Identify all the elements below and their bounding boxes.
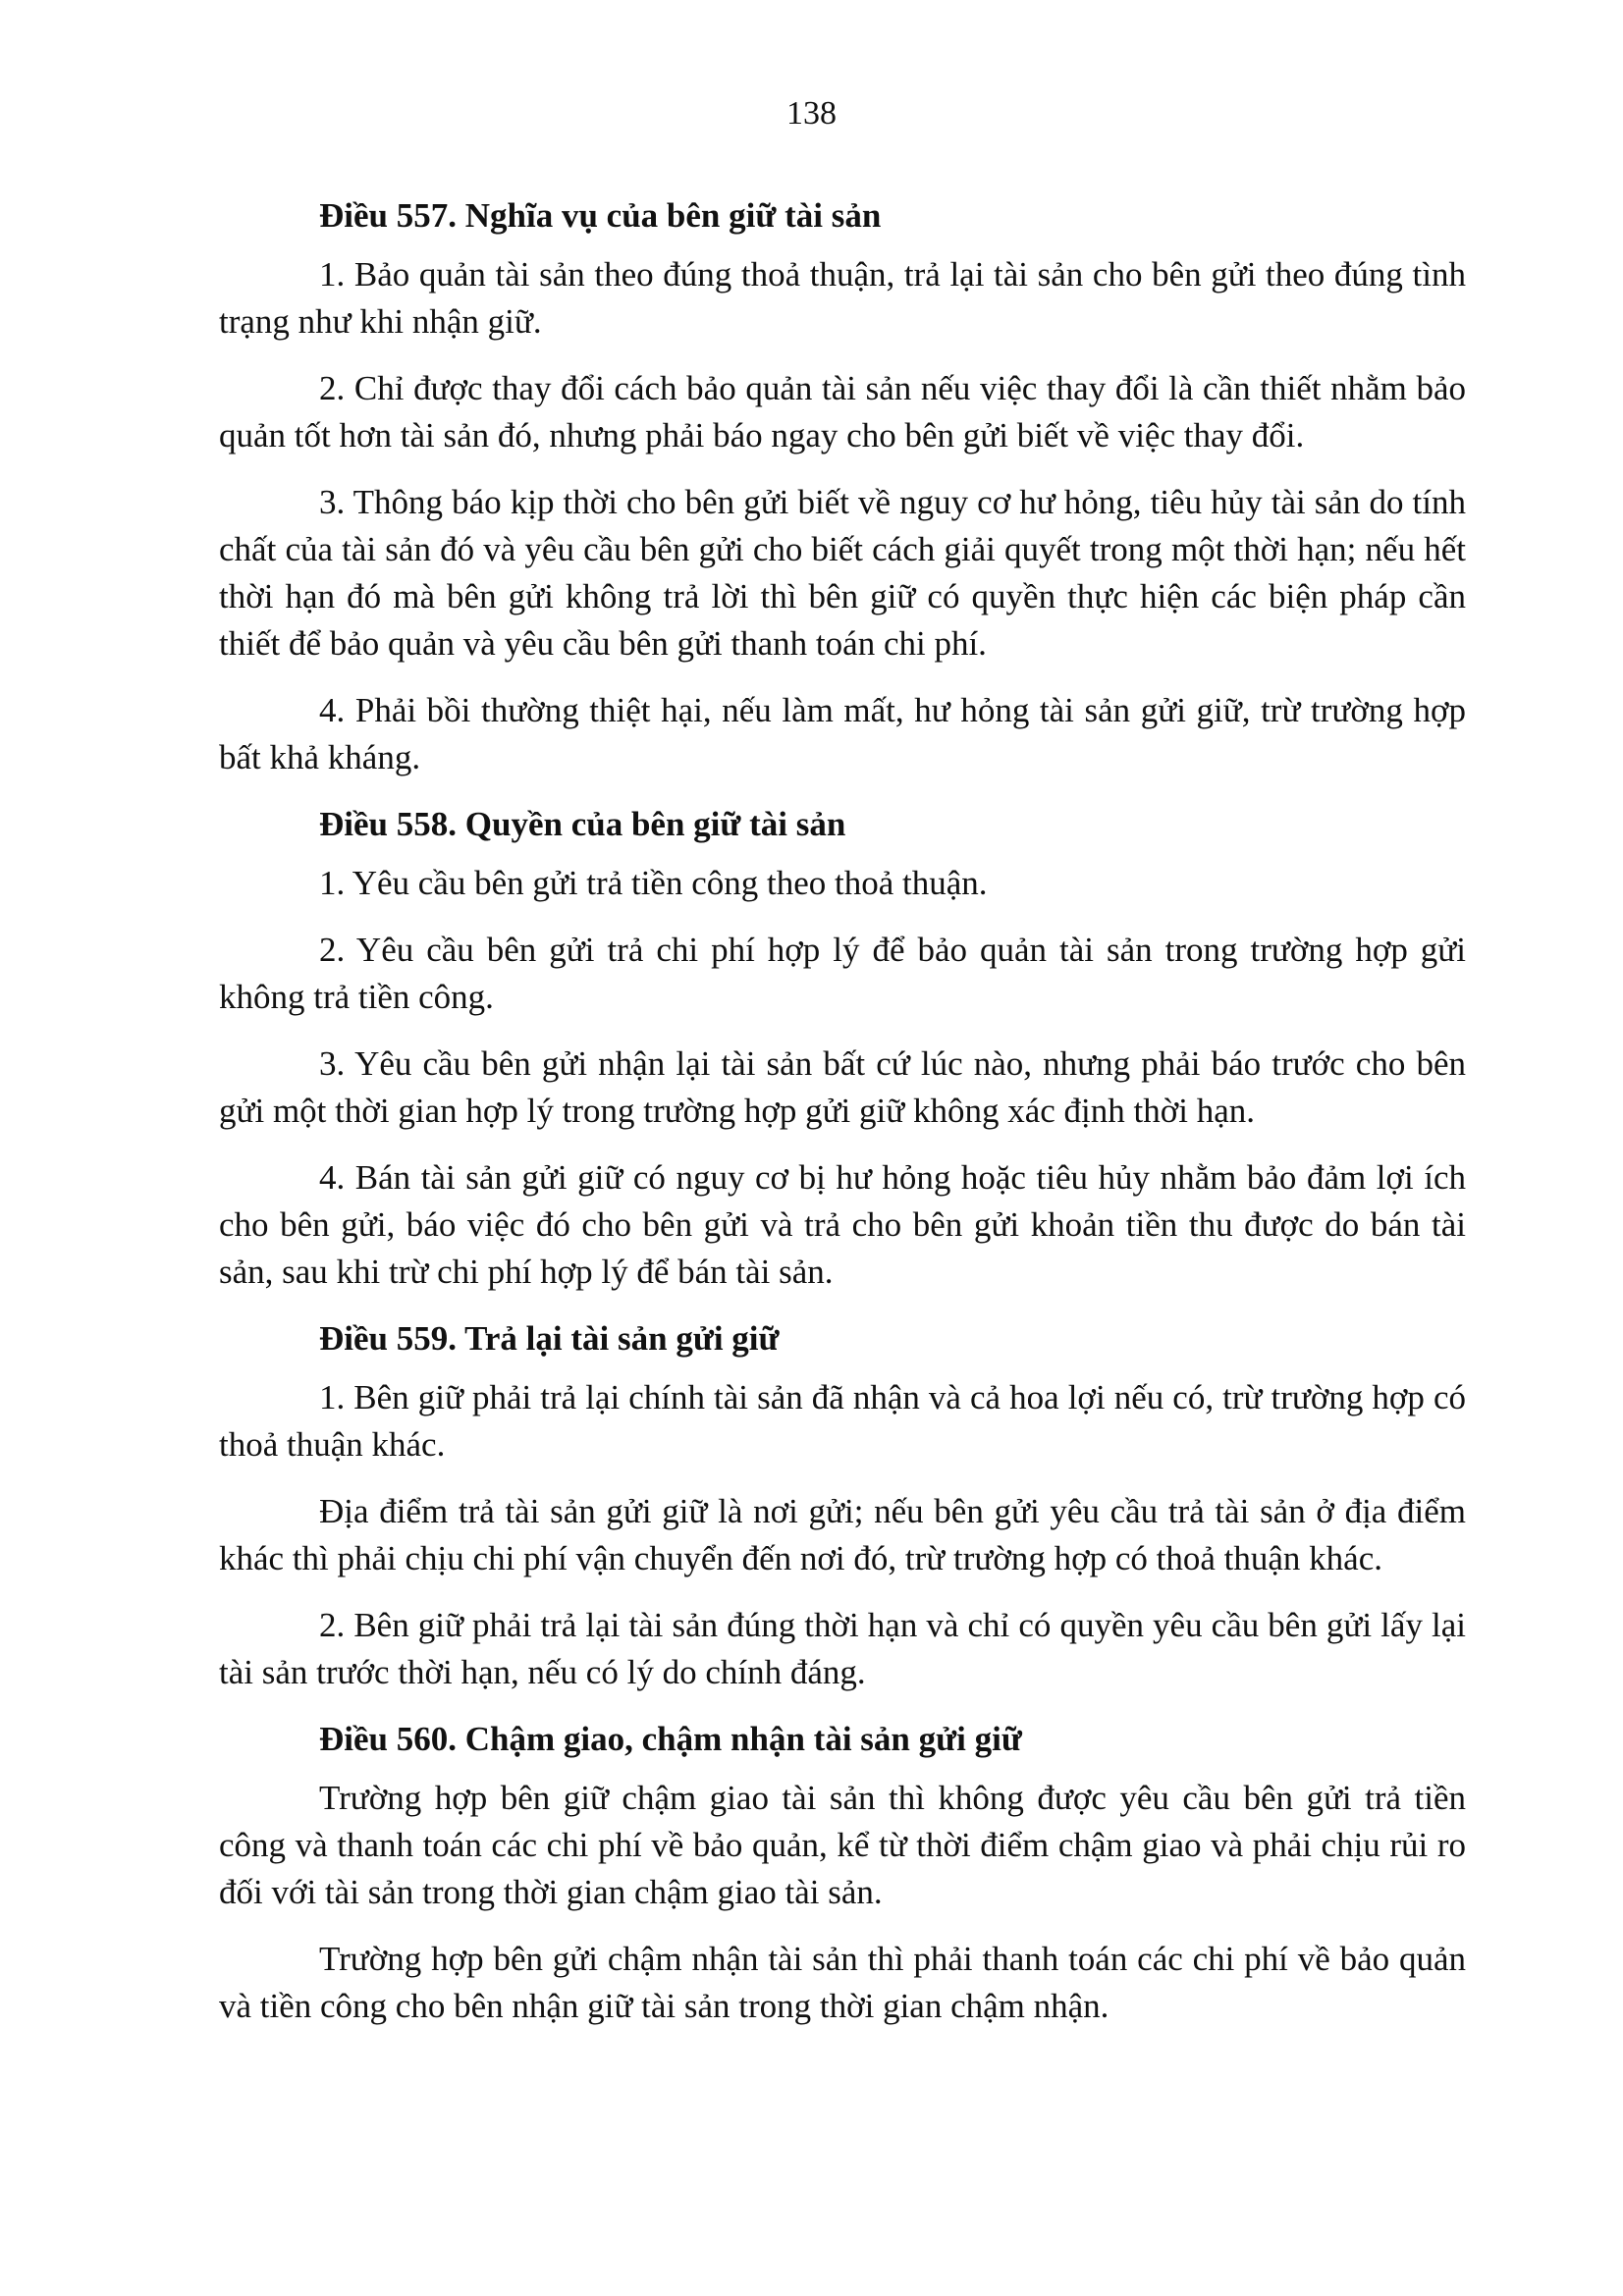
paragraph: 1. Yêu cầu bên gửi trả tiền công theo thoả thuận. bbox=[319, 864, 988, 902]
article-558 bbox=[219, 801, 1466, 1296]
paragraph: 2. Chỉ được thay đổi cách bảo quản tài sản nếu việc thay đổi là cần thiết nhằm bảo quản tốt hơn tài sản đó, nhưng phải báo ngay cho bên gửi biết về việc thay đổi. bbox=[219, 369, 1466, 454]
paragraph: 1. Bảo quản tài sản theo đúng thoả thuận, trả lại tài sản cho bên gửi theo đúng tình trạng như khi nhận giữ. bbox=[219, 255, 1466, 341]
paragraph: Địa điểm trả tài sản gửi giữ là nơi gửi; nếu bên gửi yêu cầu trả tài sản ở địa điểm khác thì phải chịu chi phí vận chuyển đến nơi đó, trừ trường hợp có thoả thuận khác. bbox=[219, 1492, 1466, 1577]
paragraph: 4. Bán tài sản gửi giữ có nguy cơ bị hư hỏng hoặc tiêu hủy nhằm bảo đảm lợi ích cho bên gửi, báo việc đó cho bên gửi và trả cho bên gửi khoản tiền thu được do bán tài sản, sau khi trừ chi phí hợp lý để bán tài sản. bbox=[219, 1158, 1466, 1291]
paragraph: 2. Yêu cầu bên gửi trả chi phí hợp lý để bảo quản tài sản trong trường hợp gửi không trả tiền công. bbox=[219, 931, 1466, 1016]
paragraph: 4. Phải bồi thường thiệt hại, nếu làm mất, hư hỏng tài sản gửi giữ, trừ trường hợp bất khả kháng. bbox=[219, 691, 1466, 776]
paragraph: 3. Yêu cầu bên gửi nhận lại tài sản bất cứ lúc nào, nhưng phải báo trước cho bên gửi một thời gian hợp lý trong trường hợp gửi giữ không xác định thời hạn. bbox=[219, 1044, 1466, 1130]
article-559 bbox=[219, 1315, 1466, 1696]
paragraph: 3. Thông báo kịp thời cho bên gửi biết về nguy cơ hư hỏng, tiêu hủy tài sản do tính chất của tài sản đó và yêu cầu bên gửi cho biết cách giải quyết trong một thời hạn; nếu hết thời hạn đó mà bên gửi không trả lời thì bên giữ có quyền thực hiện các biện pháp cần thiết để bảo quản và yêu cầu bên gửi thanh toán chi phí. bbox=[219, 483, 1466, 663]
article-title: Điều 560. Chậm giao, chậm nhận tài sản gửi giữ bbox=[319, 1720, 1022, 1758]
article-title: Điều 558. Quyền của bên giữ tài sản bbox=[319, 805, 846, 843]
document-body bbox=[219, 192, 1466, 2050]
article-title: Điều 559. Trả lại tài sản gửi giữ bbox=[319, 1319, 780, 1358]
article-560 bbox=[219, 1716, 1466, 2030]
paragraph: Trường hợp bên giữ chậm giao tài sản thì không được yêu cầu bên gửi trả tiền công và thanh toán các chi phí về bảo quản, kể từ thời điểm chậm giao và phải chịu rủi ro đối với tài sản trong thời gian chậm giao tài sản. bbox=[219, 1779, 1466, 1911]
paragraph: 1. Bên giữ phải trả lại chính tài sản đã nhận và cả hoa lợi nếu có, trừ trường hợp có thoả thuận khác. bbox=[219, 1378, 1466, 1464]
paragraph: 2. Bên giữ phải trả lại tài sản đúng thời hạn và chỉ có quyền yêu cầu bên gửi lấy lại tài sản trước thời hạn, nếu có lý do chính đáng. bbox=[219, 1606, 1466, 1691]
article-title: Điều 557. Nghĩa vụ của bên giữ tài sản bbox=[319, 196, 882, 235]
page-number: 138 bbox=[786, 95, 837, 132]
article-557 bbox=[219, 192, 1466, 781]
paragraph: Trường hợp bên gửi chậm nhận tài sản thì phải thanh toán các chi phí về bảo quản và tiền công cho bên nhận giữ tài sản trong thời gian chậm nhận. bbox=[219, 1940, 1466, 2025]
